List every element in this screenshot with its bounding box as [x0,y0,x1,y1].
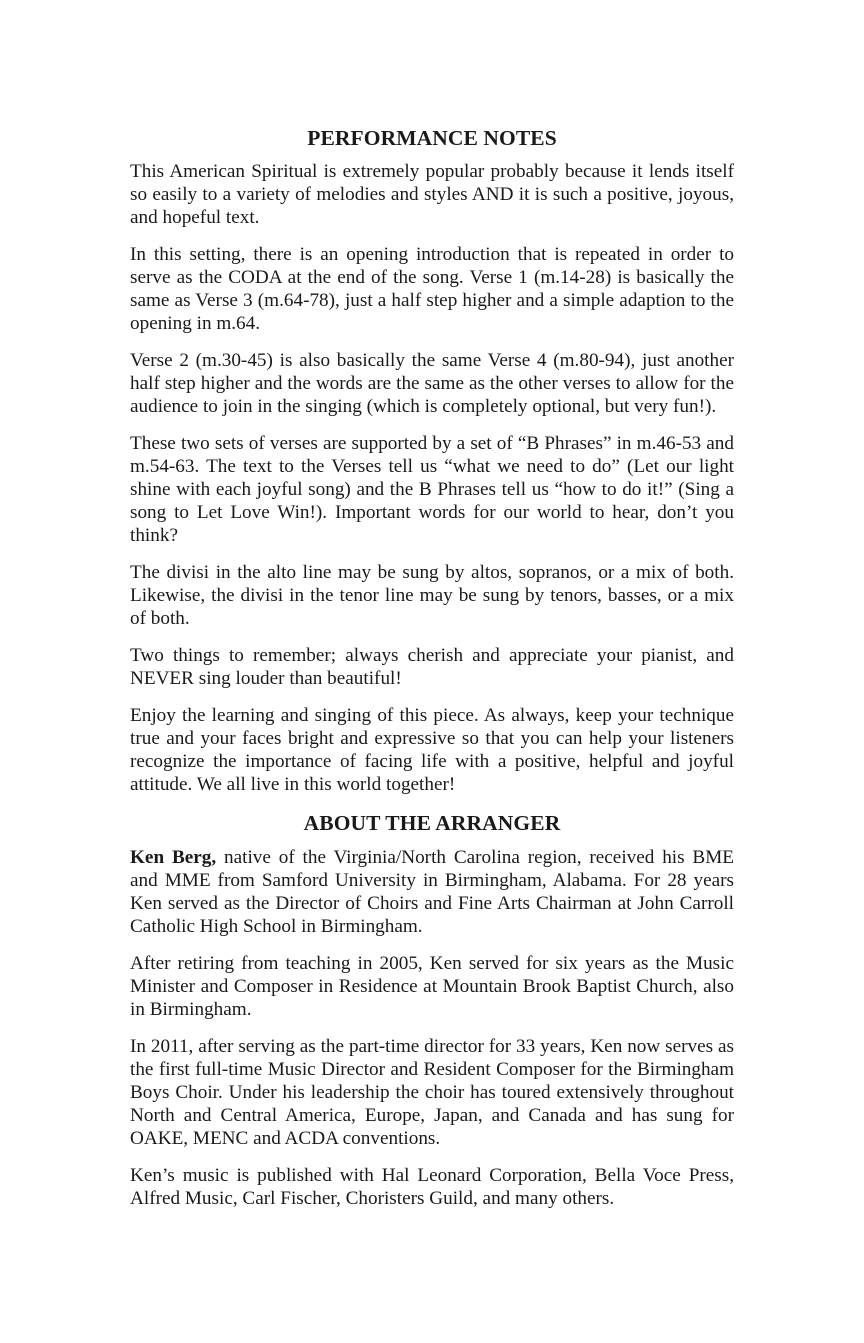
performance-notes-paragraph: Enjoy the learning and singing of this piece. As always, keep your technique true and your faces bright and expressive so that you can help your listeners recognize the importance of facing life with a positive, helpful and joyful attitude. We all live in this world together! [130,705,734,795]
arranger-bio-text: native of the Virginia/North Carolina region, received his BME and MME from Samford University in Birmingham, Alabama. For 28 years Ken served as the Director of Choirs and Fine Arts Chairman at John Carroll Catholic High School in Birmingham. [130,847,734,937]
performance-notes-paragraph: These two sets of verses are supported by a set of “B Phrases” in m.46-53 and m.54-63. The text to the Verses tell us “what we need to do” (Let our light shine with each joyful song) and the B Phrases tell us “how to do it!” (Sing a song to Let Love Win!). Important words for our world to hear, don’t you think? [130,433,734,546]
performance-notes-paragraph: This American Spiritual is extremely popular probably because it lends itself so easily to a variety of melodies and styles AND it is such a positive, joyous, and hopeful text. [130,161,734,228]
document-page [130,124,734,1210]
arranger-bio-paragraph [130,846,734,938]
performance-notes-paragraph: The divisi in the alto line may be sung by altos, sopranos, or a mix of both. Likewise, the divisi in the tenor line may be sung by tenors, basses, or a mix of both. [130,562,734,629]
performance-notes-paragraph: In this setting, there is an opening introduction that is repeated in order to serve as the CODA at the end of the song. Verse 1 (m.14-28) is basically the same as Verse 3 (m.64-78), just a half step higher and a simple adaption to the opening in m.64. [130,244,734,334]
arranger-bio-paragraph: In 2011, after serving as the part-time director for 33 years, Ken now serves as the first full-time Music Director and Resident Composer for the Birmingham Boys Choir. Under his leadership the choir has toured extensively throughout North and Central America, Europe, Japan, and Canada and has sung for OAKE, MENC and ACDA conventions. [130,1036,734,1149]
about-arranger-heading: ABOUT THE ARRANGER [303,811,561,835]
arranger-name: Ken Berg, [130,847,217,868]
arranger-bio-paragraph: Ken’s music is published with Hal Leonard Corporation, Bella Voce Press, Alfred Music, Carl Fischer, Choristers Guild, and many others. [130,1165,734,1209]
performance-notes-heading: PERFORMANCE NOTES [307,126,557,150]
performance-notes-paragraph: Verse 2 (m.30-45) is also basically the same Verse 4 (m.80-94), just another half step higher and the words are the same as the other verses to allow for the audience to join in the singing (which is completely optional, but very fun!). [130,350,734,417]
performance-notes-paragraph: Two things to remember; always cherish and appreciate your pianist, and NEVER sing louder than beautiful! [130,645,734,689]
arranger-bio-paragraph: After retiring from teaching in 2005, Ken served for six years as the Music Minister and Composer in Residence at Mountain Brook Baptist Church, also in Birmingham. [130,953,734,1020]
